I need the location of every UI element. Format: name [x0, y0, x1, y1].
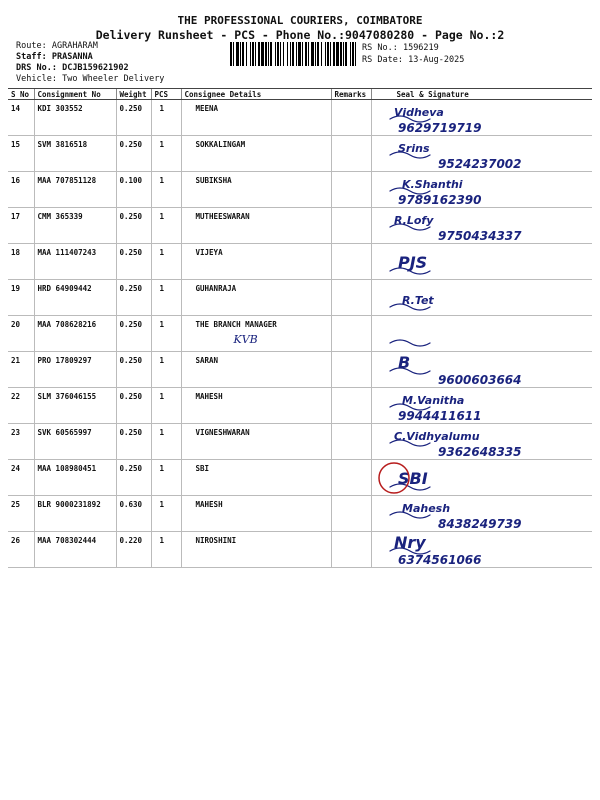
row-remarks: [331, 460, 371, 496]
row-pcs: 1: [151, 532, 181, 568]
signature-phone: 9600603664: [437, 373, 521, 387]
row-weight: 0.250: [116, 424, 151, 460]
col-remarks: Remarks: [331, 89, 371, 100]
staff-label: Staff:: [16, 52, 47, 62]
table-row: [8, 316, 592, 352]
barcode-icon: [230, 42, 356, 66]
row-weight: 0.100: [116, 172, 151, 208]
row-signature: [371, 424, 592, 460]
row-signature: [371, 244, 592, 280]
signature-name: R.Lofy: [393, 214, 433, 227]
rs-no-value: 1596219: [402, 43, 439, 53]
row-pcs: 1: [151, 424, 181, 460]
vehicle-label: Vehicle:: [16, 74, 57, 84]
row-consignee: MAHESH: [181, 496, 331, 532]
row-pcs: 1: [151, 136, 181, 172]
row-signature: [371, 496, 592, 532]
row-consignment-no: SVK 60565997: [34, 424, 116, 460]
route-value: AGRAHARAM: [51, 41, 98, 51]
row-weight: 0.250: [116, 316, 151, 352]
staff-value: PRASANNA: [51, 52, 93, 62]
table-row: [8, 352, 592, 388]
row-signature: [371, 172, 592, 208]
row-remarks: [331, 496, 371, 532]
row-consignment-no: MAA 708628216: [34, 316, 116, 352]
signature-phone: 9629719719: [397, 121, 481, 135]
row-pcs: 1: [151, 280, 181, 316]
signature-phone: 9362648335: [437, 445, 521, 459]
signature-scribble: [372, 138, 592, 172]
signature-name: Vidheva: [393, 106, 444, 119]
row-weight: 0.250: [116, 136, 151, 172]
row-signature: [371, 136, 592, 172]
row-pcs: 1: [151, 496, 181, 532]
signature-scribble: [372, 354, 592, 388]
row-weight: 0.250: [116, 460, 151, 496]
row-pcs: 1: [151, 172, 181, 208]
vehicle-line: [16, 74, 164, 85]
signature-scribble: [372, 102, 592, 136]
col-pcs: PCS: [151, 89, 181, 100]
rs-date-label: RS Date:: [362, 55, 403, 65]
row-consignment-no: HRD 64909442: [34, 280, 116, 316]
signature-name: Mahesh: [401, 502, 450, 515]
row-remarks: [331, 100, 371, 136]
signature-phone: 9750434337: [437, 229, 521, 243]
row-remarks: [331, 172, 371, 208]
row-signature: [371, 316, 592, 352]
table-row: [8, 208, 592, 244]
row-weight: 0.250: [116, 280, 151, 316]
signature-name: SBI: [397, 469, 428, 488]
signature-scribble: [372, 210, 592, 244]
row-signature: [371, 460, 592, 496]
row-signature: [371, 352, 592, 388]
row-consignment-no: BLR 9000231892: [34, 496, 116, 532]
row-sno: 18: [8, 244, 34, 280]
row-consignee: MUTHEESWARAN: [181, 208, 331, 244]
row-consignment-no: MAA 708302444: [34, 532, 116, 568]
row-weight: 0.630: [116, 496, 151, 532]
row-sno: 16: [8, 172, 34, 208]
signature-phone: 9789162390: [397, 193, 481, 207]
row-consignment-no: MAA 108980451: [34, 460, 116, 496]
rs-date-line: [362, 55, 464, 66]
signature-scribble: [372, 390, 592, 424]
row-weight: 0.250: [116, 208, 151, 244]
row-signature: [371, 100, 592, 136]
row-sno: 19: [8, 280, 34, 316]
row-consignee: VIJEYA: [181, 244, 331, 280]
row-remarks: [331, 280, 371, 316]
row-consignee: SARAN: [181, 352, 331, 388]
signature-name: PJS: [397, 253, 427, 272]
row-pcs: 1: [151, 100, 181, 136]
col-signature: Seal & Signature: [371, 89, 592, 100]
rs-no-label: RS No.:: [362, 43, 398, 53]
row-remarks: [331, 388, 371, 424]
row-consignee: SOKKALINGAM: [181, 136, 331, 172]
signature-name: Nry: [393, 534, 426, 552]
row-sno: 14: [8, 100, 34, 136]
row-pcs: 1: [151, 244, 181, 280]
signature-name: K.Shanthi: [401, 178, 463, 191]
row-pcs: 1: [151, 316, 181, 352]
row-weight: 0.250: [116, 388, 151, 424]
row-signature: [371, 280, 592, 316]
row-weight: 0.250: [116, 100, 151, 136]
row-consignee: VIGNESHWARAN: [181, 424, 331, 460]
company-title: THE PROFESSIONAL COURIERS, COIMBATORE: [177, 14, 423, 27]
row-remarks: [331, 424, 371, 460]
route-label: Route:: [16, 41, 47, 51]
row-remarks: [331, 352, 371, 388]
row-consignee: [181, 316, 331, 352]
row-consignment-no: MAA 707851128: [34, 172, 116, 208]
table-row: [8, 280, 592, 316]
signature-phone: 9944411611: [397, 409, 481, 423]
table-row: [8, 460, 592, 496]
signature-name: R.Tet: [401, 294, 434, 307]
row-pcs: 1: [151, 352, 181, 388]
signature-scribble: [372, 462, 592, 496]
row-signature: [371, 388, 592, 424]
row-sno: 21: [8, 352, 34, 388]
row-remarks: [331, 208, 371, 244]
row-consignment-no: MAA 111407243: [34, 244, 116, 280]
handwritten-note: KVB: [233, 333, 258, 346]
table-row: [8, 496, 592, 532]
signature-stroke: [390, 340, 430, 346]
table-row: [8, 172, 592, 208]
signature-phone: 8438249739: [437, 517, 521, 531]
row-pcs: 1: [151, 460, 181, 496]
signature-scribble: [372, 174, 592, 208]
drs-label: DRS No.:: [16, 63, 57, 73]
row-consignee: SBI: [181, 460, 331, 496]
row-pcs: 1: [151, 388, 181, 424]
row-consignee: MEENA: [181, 100, 331, 136]
row-pcs: 1: [151, 208, 181, 244]
rs-no-line: [362, 43, 439, 54]
row-sno: 22: [8, 388, 34, 424]
signature-name: Srins: [397, 142, 429, 155]
drs-line: [16, 63, 129, 74]
col-consignment: Consignment No: [34, 89, 116, 100]
row-sno: 15: [8, 136, 34, 172]
row-remarks: [331, 136, 371, 172]
row-sno: 23: [8, 424, 34, 460]
row-remarks: [331, 316, 371, 352]
row-consignment-no: SVM 3816518: [34, 136, 116, 172]
consignee-name: THE BRANCH MANAGER: [195, 320, 277, 329]
row-weight: 0.250: [116, 352, 151, 388]
table-row: [8, 100, 592, 136]
signature-phone: 6374561066: [397, 553, 481, 567]
row-consignee: MAHESH: [181, 388, 331, 424]
signature-scribble: [372, 282, 592, 316]
row-consignee: NIROSHINI: [181, 532, 331, 568]
row-weight: 0.220: [116, 532, 151, 568]
signature-name: B: [397, 354, 410, 372]
row-consignment-no: CMM 365339: [34, 208, 116, 244]
rs-date-value: 13-Aug-2025: [408, 55, 465, 65]
route-line: [16, 41, 98, 52]
table-row: [8, 244, 592, 280]
signature-scribble: [372, 534, 592, 568]
table-row: [8, 424, 592, 460]
row-sno: 24: [8, 460, 34, 496]
signature-scribble: [372, 426, 592, 460]
staff-line: [16, 52, 93, 63]
row-sno: 26: [8, 532, 34, 568]
signature-phone: 9524237002: [437, 157, 521, 171]
signature-name: C.Vidhyalumu: [393, 430, 480, 443]
signature-scribble: [372, 318, 592, 352]
row-signature: [371, 208, 592, 244]
row-consignment-no: PRO 17809297: [34, 352, 116, 388]
table-row: [8, 532, 592, 568]
row-signature: [371, 532, 592, 568]
signature-scribble: [372, 498, 592, 532]
signature-name: M.Vanitha: [401, 394, 464, 407]
row-sno: 20: [8, 316, 34, 352]
row-remarks: [331, 244, 371, 280]
signature-scribble: [372, 246, 592, 280]
row-weight: 0.250: [116, 244, 151, 280]
row-consignment-no: KDI 303552: [34, 100, 116, 136]
vehicle-value: Two Wheeler Delivery: [62, 74, 165, 84]
table-header-row: [8, 89, 592, 100]
table-row: [8, 388, 592, 424]
row-consignment-no: SLM 376046155: [34, 388, 116, 424]
row-sno: 25: [8, 496, 34, 532]
runsheet-table: [8, 88, 592, 568]
row-sno: 17: [8, 208, 34, 244]
drs-value: DCJB159621902: [62, 63, 129, 73]
col-sno: S No: [8, 89, 34, 100]
sheet-title: Delivery Runsheet - PCS - Phone No.:9047080280 - Page No.:2: [95, 28, 505, 42]
col-consignee: Consignee Details: [181, 89, 331, 100]
row-consignee: GUHANRAJA: [181, 280, 331, 316]
row-consignee: SUBIKSHA: [181, 172, 331, 208]
col-weight: Weight: [116, 89, 151, 100]
table-row: [8, 136, 592, 172]
row-remarks: [331, 532, 371, 568]
